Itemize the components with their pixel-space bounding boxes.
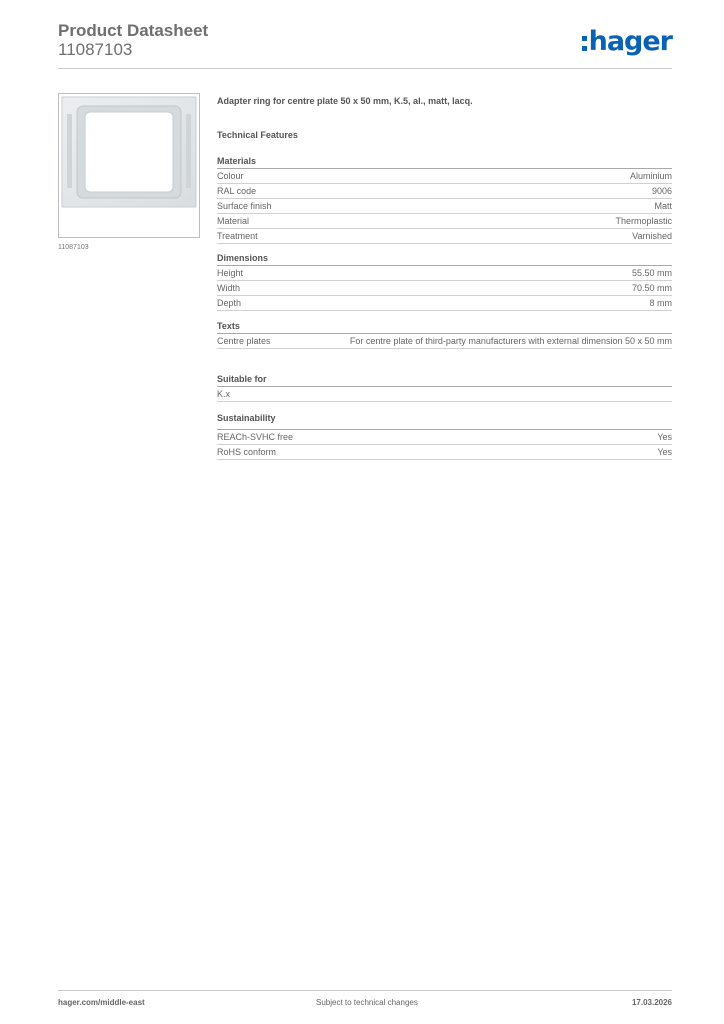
- table-row: [217, 229, 672, 244]
- row-label: REACh-SVHC free: [217, 432, 294, 442]
- row-value: Aluminium: [629, 171, 672, 181]
- section-title: Materials: [217, 156, 672, 169]
- sustainability-section: [217, 413, 672, 460]
- row-label: Surface finish: [217, 201, 272, 211]
- row-label: Height: [217, 268, 244, 278]
- section-title: Suitable for: [217, 374, 672, 387]
- row-label: RAL code: [217, 186, 257, 196]
- section-title: Sustainability: [217, 413, 672, 430]
- row-label: K.x: [217, 389, 231, 399]
- article-number: 11087103: [58, 40, 133, 59]
- suitable-for-section: [217, 374, 672, 402]
- table-row: [217, 184, 672, 199]
- materials-section: [217, 156, 672, 244]
- row-label: Centre plates: [217, 336, 271, 346]
- row-value: 55.50 mm: [631, 268, 672, 278]
- table-row: [217, 169, 672, 184]
- row-value: Thermoplastic: [615, 216, 672, 226]
- dimensions-section: [217, 253, 672, 311]
- technical-features-title: Technical Features: [217, 130, 298, 140]
- section-title: Dimensions: [217, 253, 672, 266]
- footer-date: 17.03.2026: [631, 998, 672, 1007]
- footer-website-link[interactable]: hager.com/middle-east: [58, 998, 145, 1007]
- table-row: [217, 281, 672, 296]
- table-row: [217, 199, 672, 214]
- row-label: RoHS conform: [217, 447, 277, 457]
- section-title: Texts: [217, 321, 672, 334]
- row-label: Depth: [217, 298, 242, 308]
- hager-logo: [582, 26, 672, 57]
- logo-text: hager: [588, 26, 672, 57]
- table-row: [217, 430, 672, 445]
- row-label: Treatment: [217, 231, 258, 241]
- texts-section: [217, 321, 672, 349]
- footer-divider: [58, 990, 672, 991]
- table-row: [217, 445, 672, 460]
- row-value: Yes: [657, 432, 672, 442]
- product-description: Adapter ring for centre plate 50 x 50 mm, K.5, al., matt, lacq.: [217, 96, 473, 106]
- logo-dots-icon: [582, 36, 587, 51]
- table-row: [217, 387, 672, 402]
- product-image: [58, 93, 200, 238]
- table-row: [217, 334, 672, 349]
- table-row: [217, 214, 672, 229]
- table-row: [217, 296, 672, 311]
- row-label: Material: [217, 216, 250, 226]
- row-value: Matt: [654, 201, 672, 211]
- row-value: 8 mm: [649, 298, 672, 308]
- row-value: 9006: [651, 186, 672, 196]
- page-title: Product Datasheet: [58, 21, 209, 40]
- table-row: [217, 266, 672, 281]
- row-value: 70.50 mm: [631, 283, 672, 293]
- adapter-ring-image: [59, 94, 199, 237]
- footer-notice: Subject to technical changes: [316, 998, 418, 1007]
- image-caption: 11087103: [58, 244, 89, 251]
- row-label: Width: [217, 283, 241, 293]
- row-value: For centre plate of third-party manufacturers with external dimension 50 x 50 mm: [349, 336, 672, 346]
- page-header: [58, 22, 672, 60]
- row-value: Varnished: [632, 231, 672, 241]
- row-value: Yes: [657, 447, 672, 457]
- row-label: Colour: [217, 171, 244, 181]
- header-divider: [58, 68, 672, 69]
